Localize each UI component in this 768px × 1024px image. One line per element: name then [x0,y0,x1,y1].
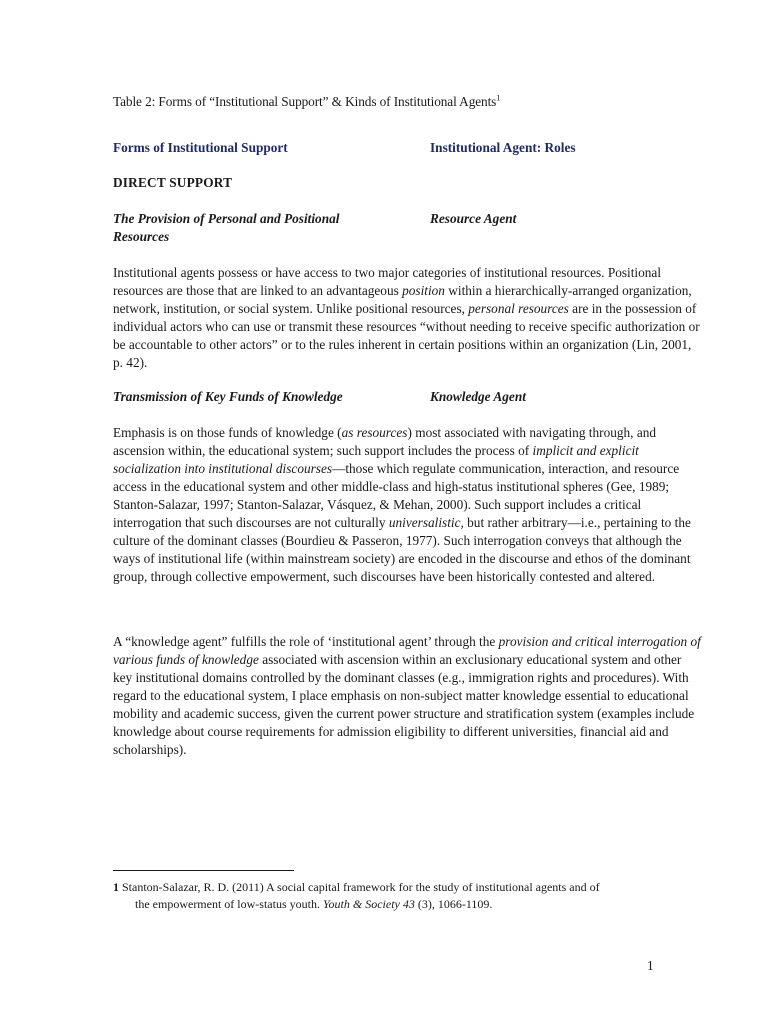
caption-text: Table 2: Forms of “Institutional Support” & Kinds of Institutional Agents [113,94,497,109]
paragraph-knowledge-agent [113,633,703,759]
text-run: A “knowledge agent” fulfills the role of ‘institutional agent’ through the [113,634,499,649]
text-run: are in the possession of individual actors who can use or transmit these resources “without needing to receive specific authorization or be accountable to other actors” or to the rules inherent in certain positions within an organization (Lin, 2001, p. 42). [113,301,700,370]
italic-run: personal resources [468,301,569,316]
text-run: Institutional agents possess or have access to two major categories of institutional resources. Positional resources are those that are linked to an advantageous [113,265,662,298]
subheading-right: Knowledge Agent [430,389,526,404]
italic-run: implicit and explicit socialization into institutional discourses [113,443,639,476]
footnote-text: Stanton-Salazar, R. D. (2011) A social capital framework for the study of institutional agents and of [119,880,600,894]
footnote-continuation [113,896,703,913]
text-run: associated with ascension within an exclusionary educational system and other key institutional domains controlled by the dominant classes (e.g., immigration rights and procedures). With regard to the educational system, I place emphasis on non-subject matter knowledge essential to educational mobility and academic success, given the current power structure and stratification system (examples include knowledge about course requirements for admission eligibility to different universities, financial aid and scholarships). [113,652,695,757]
subheading-left: The Provision of Personal and Positional Resources [113,211,340,244]
paragraph-knowledge-emphasis [113,424,703,586]
text-run: Emphasis is on those funds of knowledge ( [113,425,342,440]
subheading-left: Transmission of Key Funds of Knowledge [113,389,343,404]
header-agent-roles: Institutional Agent: Roles [430,140,576,155]
text-run: but rather arbitrary—i.e., pertaining to the culture of the dominant classes (Bourdieu & Passeron, 1977). Such interrogation conveys that although the ways of institutional life (within mainstream society) are encoded in the discourse and ethos of the dominant group, through collective empowerment, such discourses have been historically contested and altered. [113,515,691,584]
header-forms-of-support: Forms of Institutional Support [113,140,288,155]
italic-run: universalistic, [388,515,464,530]
paragraph-resources [113,264,703,372]
italic-run: provision and critical interrogation of various funds of knowledge [113,634,701,667]
footnote-text: the empowerment of low-status youth. [135,897,323,911]
subheading-right: Resource Agent [430,211,517,226]
subheading-funds-of-knowledge [113,388,703,406]
text-run: ) most associated with navigating through, and ascension within, the educational system; such support includes the process of [113,425,657,458]
footnote-divider [113,870,294,871]
caption-footnote-ref: 1 [496,92,501,103]
section-heading-direct-support: DIRECT SUPPORT [113,175,233,190]
column-headers [113,139,703,157]
italic-run: position [402,283,445,298]
text-run: within a hierarchically-arranged organization, network, institution, or social system. Unlike positional resources, [113,283,692,316]
footnote-mark: 1 [113,880,119,894]
italic-run: as resources [341,425,408,440]
text-run: —those which regulate communication, interaction, and resource access in the educational system and other middle-class and high-status institutional spheres (Gee, 1989; Stanton-Salazar, 1997; Stanton-Salazar, Vásquez, & Mehan, 2000). Such support includes a critical interrogation that such discourses are not culturally [113,461,680,530]
table-caption [113,93,703,111]
page-number: 1 [647,958,654,973]
footnote-journal: Youth & Society 43 [322,897,415,911]
subheading-personal-positional-resources [113,210,703,246]
footnote-text: (3), 1066-1109. [414,897,493,911]
footnote [113,879,703,913]
